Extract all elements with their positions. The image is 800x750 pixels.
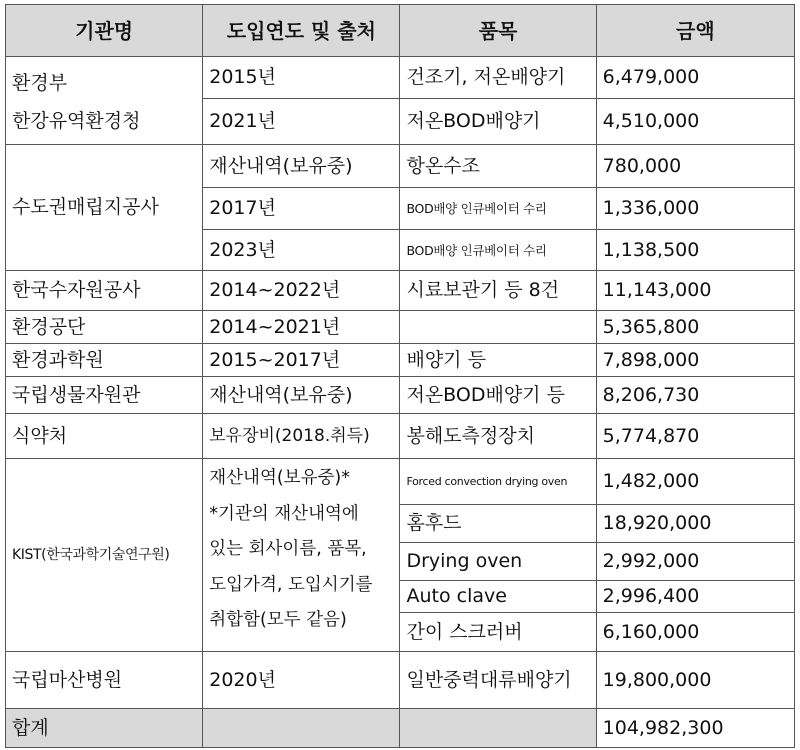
table-row	[6, 652, 795, 709]
kist-note-cell	[203, 459, 400, 652]
item-cell: 배양기 등	[400, 344, 596, 377]
org-label: 환경부	[12, 72, 68, 94]
note-line: *기관의 재산내역에	[209, 503, 359, 524]
header-row	[6, 5, 795, 57]
table-row	[6, 311, 795, 344]
org-cell: 환경과학원	[6, 344, 203, 377]
amount-cell: 1,336,000	[596, 188, 794, 230]
amount-cell: 6,160,000	[596, 613, 794, 652]
item-cell: BOD배양 인큐베이터 수리	[400, 188, 596, 230]
table-row	[6, 377, 795, 414]
amount-cell: 2,996,400	[596, 581, 794, 613]
item-cell: Drying oven	[400, 543, 596, 581]
amount-cell: 8,206,730	[596, 377, 794, 414]
amount-cell: 780,000	[596, 145, 794, 188]
amount-cell: 19,800,000	[596, 652, 794, 709]
header-year: 도입연도 및 출처	[203, 5, 400, 57]
item-cell: 항온수조	[400, 145, 596, 188]
header-org: 기관명	[6, 5, 203, 57]
year-cell: 2014~2021년	[203, 311, 400, 344]
item-cell: 시료보관기 등 8건	[400, 271, 596, 311]
note-line: 재산내역(보유중)*	[209, 468, 350, 488]
total-empty-cell	[400, 709, 596, 748]
year-cell: 재산내역(보유중)	[203, 145, 400, 188]
item-cell: 건조기, 저온배양기	[400, 57, 596, 99]
amount-cell: 11,143,000	[596, 271, 794, 311]
table-row	[6, 145, 795, 188]
year-cell: 보유장비(2018.취득)	[203, 414, 400, 459]
year-cell: 2021년	[203, 98, 400, 144]
item-cell: 간이 스크러버	[400, 613, 596, 652]
item-cell: Forced convection drying oven	[400, 459, 596, 505]
amount-cell: 2,992,000	[596, 543, 794, 581]
total-row	[6, 709, 795, 748]
amount-cell: 5,365,800	[596, 311, 794, 344]
note-line: 도입가격, 도입시기를	[209, 574, 373, 595]
org-cell-slc: 수도권매립지공사	[6, 145, 203, 271]
item-cell: 봉해도측정장치	[400, 414, 596, 459]
table-row	[6, 414, 795, 459]
amount-cell: 5,774,870	[596, 414, 794, 459]
item-cell: 일반중력대류배양기	[400, 652, 596, 709]
org-cell: 국립마산병원	[6, 652, 203, 709]
item-cell: 홈후드	[400, 505, 596, 543]
note-line: 있는 회사이름, 품목,	[209, 539, 367, 559]
year-cell: 2020년	[203, 652, 400, 709]
table-row	[6, 344, 795, 377]
year-cell: 2014~2022년	[203, 271, 400, 311]
header-item: 품목	[400, 5, 596, 57]
year-cell: 2015~2017년	[203, 344, 400, 377]
org-cell: 식약처	[6, 414, 203, 459]
table-row	[6, 271, 795, 311]
item-cell: 저온BOD배양기 등	[400, 377, 596, 414]
total-label: 합계	[6, 709, 203, 748]
total-amount: 104,982,300	[596, 709, 794, 748]
table-row	[6, 57, 795, 99]
note-line: 취합함(모두 같음)	[209, 610, 347, 630]
org-cell-kist: KIST(한국과학기술연구원)	[6, 459, 203, 652]
item-cell: BOD배양 인큐베이터 수리	[400, 230, 596, 271]
table-row	[6, 459, 795, 505]
item-cell	[400, 311, 596, 344]
year-cell: 2023년	[203, 230, 400, 271]
org-cell-moe	[6, 57, 203, 145]
header-amount: 금액	[596, 5, 794, 57]
equipment-cost-table	[5, 4, 795, 748]
amount-cell: 1,482,000	[596, 459, 794, 505]
amount-cell: 7,898,000	[596, 344, 794, 377]
org-cell: 한국수자원공사	[6, 271, 203, 311]
amount-cell: 1,138,500	[596, 230, 794, 271]
amount-cell: 18,920,000	[596, 505, 794, 543]
year-cell: 2017년	[203, 188, 400, 230]
total-empty-cell	[203, 709, 400, 748]
amount-cell: 6,479,000	[596, 57, 794, 99]
item-cell: 저온BOD배양기	[400, 98, 596, 144]
org-cell: 환경공단	[6, 311, 203, 344]
item-cell: Auto clave	[400, 581, 596, 613]
org-label: 한강유역환경청	[12, 110, 141, 132]
year-cell: 재산내역(보유중)	[203, 377, 400, 414]
year-cell: 2015년	[203, 57, 400, 99]
amount-cell: 4,510,000	[596, 98, 794, 144]
org-cell: 국립생물자원관	[6, 377, 203, 414]
